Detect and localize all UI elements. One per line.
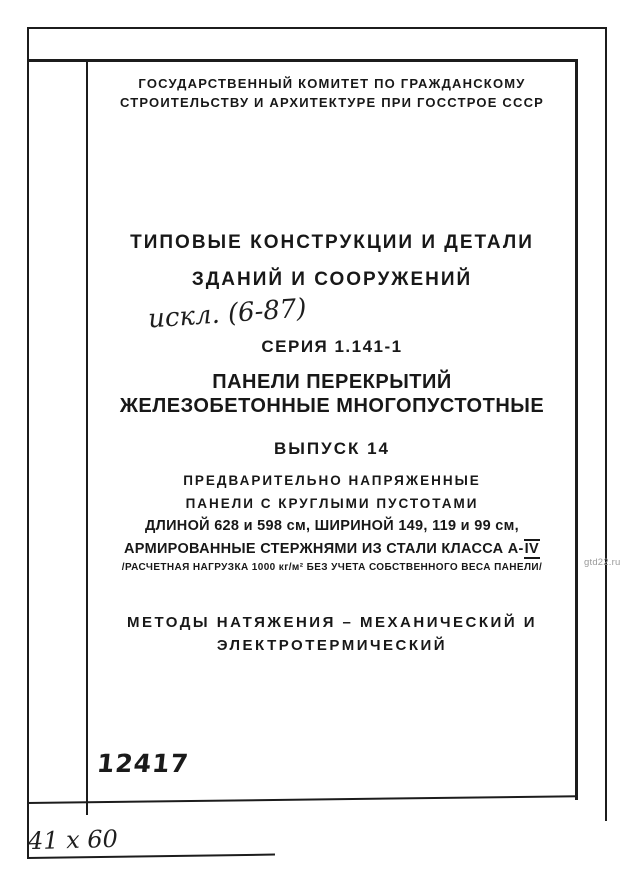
org-header-line1: ГОСУДАРСТВЕННЫЙ КОМИТЕТ ПО ГРАЖДАНСКОМУ — [138, 76, 526, 91]
design-load-note: /РАСЧЕТНАЯ НАГРУЗКА 1000 кг/м² БЕЗ УЧЕТА СОБСТВЕННОГО ВЕСА ПАНЕЛИ/ — [121, 562, 543, 573]
inner-frame-right-line — [575, 59, 578, 800]
site-watermark: gtd22.ru — [584, 557, 621, 568]
desc-line1: ПРЕДВАРИТЕЛЬНО НАПРЯЖЕННЫЕ — [183, 473, 481, 488]
subject-line1: ПАНЕЛИ ПЕРЕКРЫТИЙ — [212, 371, 452, 393]
methods-line2: ЭЛЕКТРОТЕРМИЧЕСКИЙ — [216, 637, 448, 654]
issue-number: ВЫПУСК 14 — [274, 439, 390, 458]
size-note-underline — [27, 854, 275, 859]
series-number: СЕРИЯ 1.141-1 — [261, 337, 403, 356]
subject-title — [87, 370, 577, 418]
outer-frame-right-line — [605, 27, 607, 821]
outer-frame-top-line — [27, 27, 607, 29]
inventory-number: 12417 — [95, 749, 191, 778]
panel-description — [87, 469, 577, 515]
methods-line1: МЕТОДЫ НАТЯЖЕНИЯ – МЕХАНИЧЕСКИЙ И — [126, 614, 538, 631]
doc-type-line1: ТИПОВЫЕ КОНСТРУКЦИИ И ДЕТАЛИ — [130, 232, 534, 253]
steel-class-roman-numeral: IV — [524, 541, 539, 557]
org-header — [87, 74, 577, 112]
handwritten-exclusion-note: искл. (6-87) — [147, 293, 308, 335]
desc-line2: ПАНЕЛИ С КРУГЛЫМИ ПУСТОТАМИ — [185, 496, 479, 511]
doc-type-line2: ЗДАНИЙ И СООРУЖЕНИЙ — [191, 269, 473, 290]
inner-frame-bottom-line — [27, 795, 578, 804]
tensioning-methods — [87, 611, 577, 657]
inner-frame-left-line — [86, 59, 88, 815]
doc-type-title — [87, 224, 577, 298]
outer-frame-left-line — [27, 27, 29, 858]
subject-line2: ЖЕЛЕЗОБЕТОННЫЕ МНОГОПУСТОТНЫЕ — [119, 395, 545, 417]
org-header-line2: СТРОИТЕЛЬСТВУ И АРХИТЕКТУРЕ ПРИ ГОССТРОЕ СССР — [119, 95, 545, 110]
dims-line2 — [87, 538, 577, 561]
inner-frame-top-line — [27, 59, 578, 62]
panel-dimensions — [87, 515, 577, 561]
dims-line1: ДЛИНОЙ 628 и 598 см, ШИРИНОЙ 149, 119 и 99 см, — [144, 518, 520, 534]
dims-line2-text: АРМИРОВАННЫЕ СТЕРЖНЯМИ ИЗ СТАЛИ КЛАССА А- — [124, 541, 524, 557]
handwritten-size-note: 41 х 60 — [27, 824, 119, 856]
